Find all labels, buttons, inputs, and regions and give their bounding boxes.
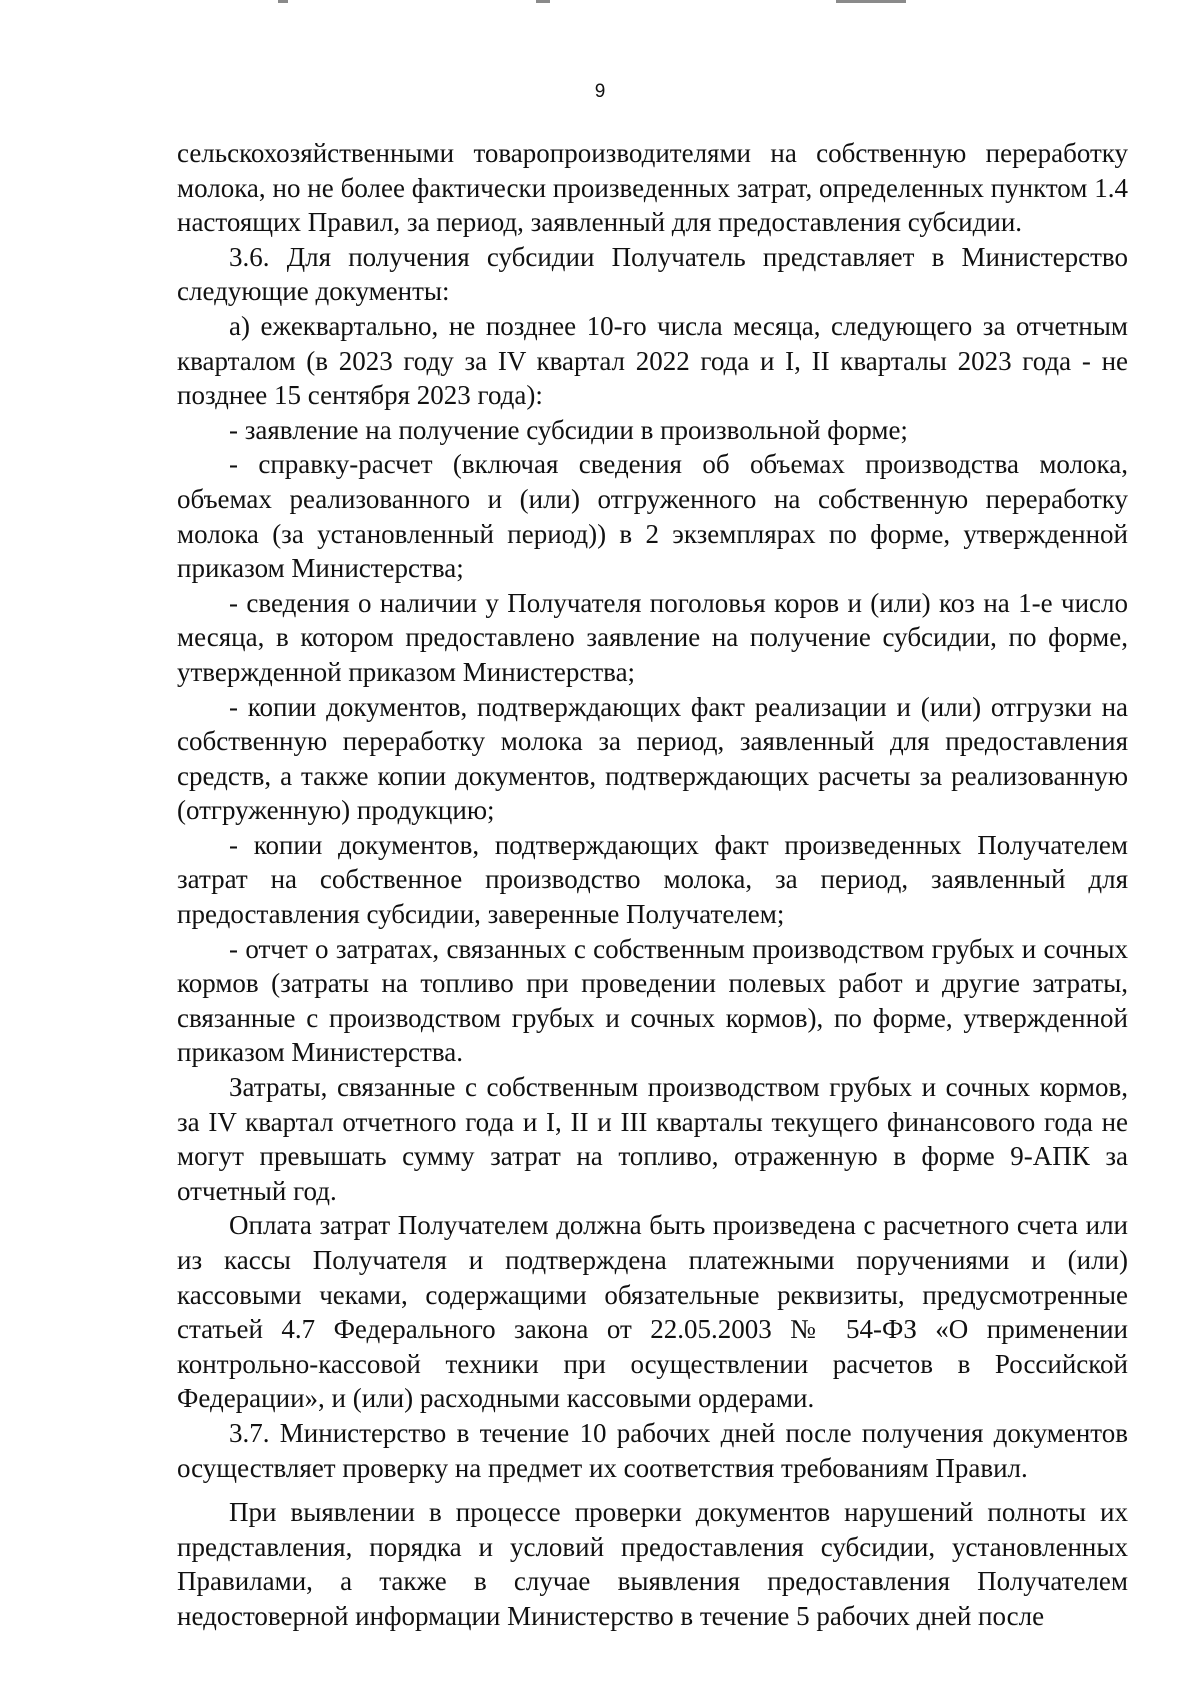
scan-mark (536, 0, 550, 3)
scan-mark (278, 0, 288, 3)
list-item-livestock-info: - сведения о наличии у Получателя поголовья коров и (или) коз на 1-е число месяца, в котором предоставлено заявление на получение субсидии, по форме, утвержденной приказом Министерства; (177, 587, 1128, 687)
scan-edge-marks (0, 0, 1200, 6)
document-body (177, 136, 1128, 1634)
paragraph-item-a: а) ежеквартально, не позднее 10-го числа месяца, следующего за отчетным кварталом (в 2023 году за IV квартал 2022 года и I, II кварталы 2023 года - не позднее 15 сентября 2023 года): (177, 310, 1128, 411)
paragraph-violations: При выявлении в процессе проверки документов нарушений полноты их представления, порядка и условий предоставления субсидии, установленных Правилами, а также в случае выявления предоставления Получателем недостоверной информации Министерство в течение 5 рабочих дней после (177, 1497, 1128, 1631)
list-item-application: - заявление на получение субсидии в произвольной форме; (229, 414, 908, 445)
list-item-sales-documents: - копии документов, подтверждающих факт реализации и (или) отгрузки на собственную переработку молока за период, заявленный для предоставления средств, а также копии документов, подтверждающих расчеты за реализованную (отгруженную) продукцию; (177, 691, 1128, 826)
list-item-feed-cost-report: - отчет о затратах, связанных с собственным производством грубых и сочных кормов (затраты на топливо при проведении полевых работ и другие затраты, связанные с производством грубых и сочных кормов), по форме, утвержденной приказом Министерства. (177, 933, 1128, 1068)
list-item-cost-documents: - копии документов, подтверждающих факт произведенных Получателем затрат на собственное производство молока, за период, заявленный для предоставления субсидии, заверенные Получателем; (177, 829, 1128, 930)
paragraph-continuation: сельскохозяйственными товаропроизводителями на собственную переработку молока, но не более фактически произведенных затрат, определенных пунктом 1.4 настоящих Правил, за период, заявленный для предоставления субсидии. (177, 138, 1128, 238)
list-item-calculation-certificate: - справку-расчет (включая сведения об объемах производства молока, объемах реализованного и (или) отгруженного на собственную переработку молока (за установленный период)) в 2 экземплярах по форме, утвержденной приказом Министерства; (177, 449, 1128, 584)
scan-mark (836, 0, 906, 3)
page-number: 9 (594, 81, 606, 102)
paragraph-section-3-7: 3.7. Министерство в течение 10 рабочих дней после получения документов осуществляет проверку на предмет их соответствия требованиям Правил. (177, 1417, 1128, 1483)
paragraph-section-3-6: 3.6. Для получения субсидии Получатель представляет в Министерство следующие документы: (177, 241, 1128, 307)
paragraph-feed-cost-limit: Затраты, связанные с собственным производством грубых и сочных кормов, за IV квартал отчетного года и I, II и III кварталы текущего финансового года не могут превышать сумму затрат на топливо, отраженную в форме 9-АПК за отчетный год. (177, 1072, 1128, 1206)
paragraph-payment-terms: Оплата затрат Получателем должна быть произведена с расчетного счета или из кассы Получателя и подтверждена платежными поручениями и (или) кассовыми чеками, содержащими обязательные реквизиты, предусмотренные статьей 4.7 Федерального закона от 22.05.2003 № 54-ФЗ «О применении контрольно-кассовой техники при осуществлении расчетов в Российской Федерации», и (или) расходными кассовыми ордерами. (177, 1210, 1128, 1414)
